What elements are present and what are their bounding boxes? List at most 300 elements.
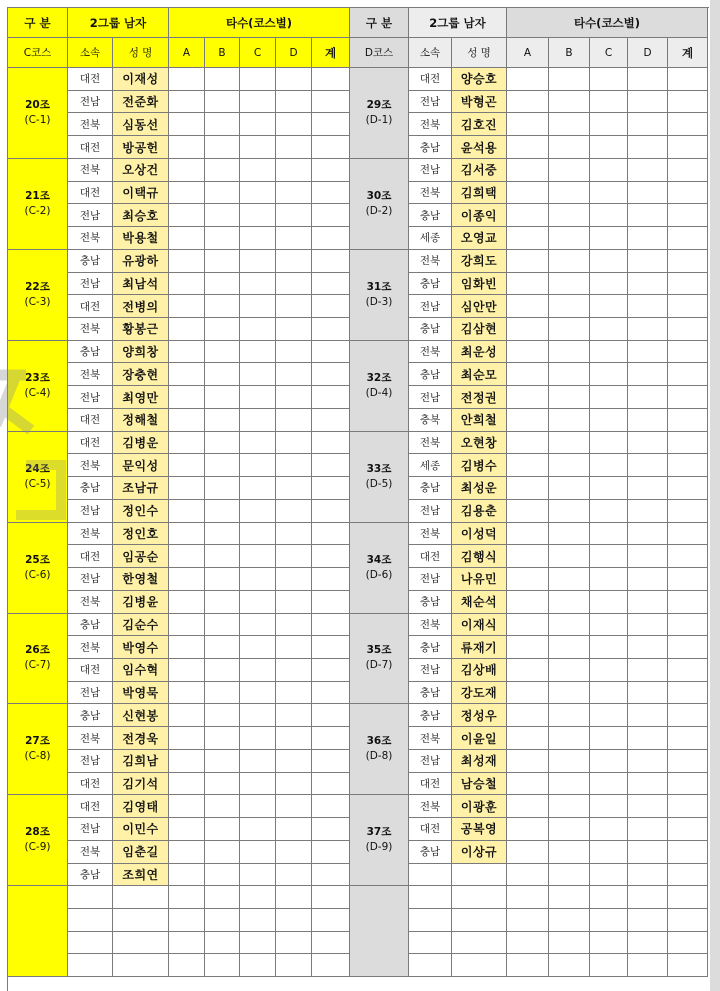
score-cell-d[interactable] bbox=[276, 727, 312, 750]
score-cell-a[interactable] bbox=[507, 204, 549, 227]
score-cell-d[interactable] bbox=[276, 432, 312, 455]
score-cell-total[interactable] bbox=[668, 182, 708, 205]
score-cell-b[interactable] bbox=[549, 273, 590, 296]
score-cell-a[interactable] bbox=[169, 750, 205, 773]
empty-cell[interactable] bbox=[628, 886, 668, 909]
score-cell-b[interactable] bbox=[205, 500, 240, 523]
score-cell-a[interactable] bbox=[169, 136, 205, 159]
empty-cell[interactable] bbox=[205, 954, 240, 977]
empty-cell[interactable] bbox=[312, 932, 350, 955]
score-cell-d[interactable] bbox=[628, 477, 668, 500]
score-cell-c[interactable] bbox=[590, 454, 628, 477]
score-cell-a[interactable] bbox=[169, 182, 205, 205]
score-cell-b[interactable] bbox=[549, 91, 590, 114]
score-cell-total[interactable] bbox=[312, 568, 350, 591]
score-cell-a[interactable] bbox=[169, 432, 205, 455]
score-cell-total[interactable] bbox=[312, 250, 350, 273]
score-cell-c[interactable] bbox=[240, 591, 276, 614]
score-cell-a[interactable] bbox=[169, 682, 205, 705]
score-cell-c[interactable] bbox=[240, 704, 276, 727]
score-cell-d[interactable] bbox=[276, 773, 312, 796]
score-cell-c[interactable] bbox=[590, 500, 628, 523]
score-cell-c[interactable] bbox=[590, 273, 628, 296]
score-cell-b[interactable] bbox=[549, 523, 590, 546]
score-cell-a[interactable] bbox=[169, 318, 205, 341]
score-cell-d[interactable] bbox=[276, 477, 312, 500]
score-cell-a[interactable] bbox=[169, 727, 205, 750]
score-cell-d[interactable] bbox=[276, 659, 312, 682]
score-cell-d[interactable] bbox=[276, 204, 312, 227]
score-cell-total[interactable] bbox=[312, 591, 350, 614]
score-cell-d[interactable] bbox=[276, 864, 312, 887]
score-cell-d[interactable] bbox=[276, 250, 312, 273]
empty-cell[interactable] bbox=[240, 954, 276, 977]
score-cell-d[interactable] bbox=[276, 113, 312, 136]
score-cell-d[interactable] bbox=[276, 363, 312, 386]
score-cell-total[interactable] bbox=[312, 386, 350, 409]
score-cell-d[interactable] bbox=[276, 568, 312, 591]
score-cell-c[interactable] bbox=[240, 727, 276, 750]
score-cell-b[interactable] bbox=[205, 386, 240, 409]
score-cell-b[interactable] bbox=[549, 432, 590, 455]
score-cell-c[interactable] bbox=[590, 864, 628, 887]
score-cell-a[interactable] bbox=[507, 295, 549, 318]
score-cell-c[interactable] bbox=[590, 91, 628, 114]
empty-cell[interactable] bbox=[590, 909, 628, 932]
score-cell-d[interactable] bbox=[628, 68, 668, 91]
score-cell-total[interactable] bbox=[668, 750, 708, 773]
score-cell-total[interactable] bbox=[312, 818, 350, 841]
score-cell-total[interactable] bbox=[312, 295, 350, 318]
score-cell-b[interactable] bbox=[205, 159, 240, 182]
score-cell-d[interactable] bbox=[628, 659, 668, 682]
score-cell-b[interactable] bbox=[549, 295, 590, 318]
score-cell-b[interactable] bbox=[205, 614, 240, 637]
score-cell-d[interactable] bbox=[628, 250, 668, 273]
score-cell-c[interactable] bbox=[590, 659, 628, 682]
empty-cell[interactable] bbox=[549, 886, 590, 909]
score-cell-total[interactable] bbox=[668, 159, 708, 182]
score-cell-total[interactable] bbox=[668, 68, 708, 91]
score-cell-d[interactable] bbox=[276, 159, 312, 182]
empty-cell[interactable] bbox=[276, 909, 312, 932]
score-cell-a[interactable] bbox=[169, 545, 205, 568]
score-cell-b[interactable] bbox=[205, 363, 240, 386]
score-cell-a[interactable] bbox=[169, 454, 205, 477]
score-cell-b[interactable] bbox=[549, 568, 590, 591]
score-cell-b[interactable] bbox=[549, 795, 590, 818]
score-cell-total[interactable] bbox=[668, 818, 708, 841]
score-cell-c[interactable] bbox=[590, 68, 628, 91]
score-cell-b[interactable] bbox=[205, 750, 240, 773]
score-cell-c[interactable] bbox=[240, 295, 276, 318]
score-cell-b[interactable] bbox=[549, 864, 590, 887]
score-cell-b[interactable] bbox=[205, 568, 240, 591]
score-cell-d[interactable] bbox=[276, 841, 312, 864]
score-cell-b[interactable] bbox=[549, 727, 590, 750]
score-cell-total[interactable] bbox=[668, 204, 708, 227]
score-cell-total[interactable] bbox=[312, 750, 350, 773]
empty-cell[interactable] bbox=[549, 932, 590, 955]
score-cell-a[interactable] bbox=[169, 250, 205, 273]
score-cell-d[interactable] bbox=[628, 773, 668, 796]
score-cell-a[interactable] bbox=[169, 523, 205, 546]
score-cell-total[interactable] bbox=[312, 318, 350, 341]
score-cell-total[interactable] bbox=[312, 409, 350, 432]
score-cell-d[interactable] bbox=[628, 682, 668, 705]
score-cell-a[interactable] bbox=[507, 68, 549, 91]
score-cell-a[interactable] bbox=[507, 159, 549, 182]
score-cell-a[interactable] bbox=[507, 545, 549, 568]
score-cell-c[interactable] bbox=[590, 477, 628, 500]
score-cell-d[interactable] bbox=[628, 500, 668, 523]
score-cell-c[interactable] bbox=[590, 636, 628, 659]
score-cell-c[interactable] bbox=[590, 341, 628, 364]
score-cell-b[interactable] bbox=[205, 523, 240, 546]
score-cell-total[interactable] bbox=[312, 727, 350, 750]
score-cell-d[interactable] bbox=[276, 91, 312, 114]
score-cell-b[interactable] bbox=[549, 250, 590, 273]
score-cell-d[interactable] bbox=[628, 363, 668, 386]
score-cell-d[interactable] bbox=[628, 113, 668, 136]
score-cell-a[interactable] bbox=[169, 159, 205, 182]
score-cell-d[interactable] bbox=[276, 227, 312, 250]
score-cell-b[interactable] bbox=[549, 591, 590, 614]
score-cell-a[interactable] bbox=[169, 568, 205, 591]
score-cell-b[interactable] bbox=[549, 454, 590, 477]
score-cell-c[interactable] bbox=[590, 591, 628, 614]
empty-cell[interactable] bbox=[668, 954, 708, 977]
score-cell-c[interactable] bbox=[240, 250, 276, 273]
score-cell-a[interactable] bbox=[507, 432, 549, 455]
score-cell-a[interactable] bbox=[169, 477, 205, 500]
score-cell-c[interactable] bbox=[590, 818, 628, 841]
score-cell-b[interactable] bbox=[549, 818, 590, 841]
score-cell-a[interactable] bbox=[169, 591, 205, 614]
score-cell-b[interactable] bbox=[205, 91, 240, 114]
score-cell-total[interactable] bbox=[312, 363, 350, 386]
score-cell-c[interactable] bbox=[240, 386, 276, 409]
score-cell-total[interactable] bbox=[312, 477, 350, 500]
score-cell-total[interactable] bbox=[668, 841, 708, 864]
score-cell-a[interactable] bbox=[169, 295, 205, 318]
score-cell-c[interactable] bbox=[240, 363, 276, 386]
empty-cell[interactable] bbox=[549, 954, 590, 977]
score-cell-b[interactable] bbox=[205, 341, 240, 364]
empty-cell[interactable] bbox=[628, 954, 668, 977]
score-cell-total[interactable] bbox=[668, 136, 708, 159]
score-cell-a[interactable] bbox=[169, 795, 205, 818]
score-cell-d[interactable] bbox=[628, 614, 668, 637]
score-cell-b[interactable] bbox=[549, 614, 590, 637]
score-cell-d[interactable] bbox=[628, 182, 668, 205]
score-cell-total[interactable] bbox=[312, 704, 350, 727]
score-cell-d[interactable] bbox=[276, 136, 312, 159]
score-cell-total[interactable] bbox=[312, 136, 350, 159]
score-cell-c[interactable] bbox=[590, 250, 628, 273]
score-cell-d[interactable] bbox=[628, 818, 668, 841]
score-cell-total[interactable] bbox=[668, 523, 708, 546]
score-cell-c[interactable] bbox=[590, 795, 628, 818]
score-cell-c[interactable] bbox=[590, 318, 628, 341]
score-cell-total[interactable] bbox=[668, 91, 708, 114]
score-cell-a[interactable] bbox=[507, 795, 549, 818]
score-cell-c[interactable] bbox=[240, 182, 276, 205]
empty-cell[interactable] bbox=[668, 886, 708, 909]
score-cell-c[interactable] bbox=[590, 682, 628, 705]
score-cell-c[interactable] bbox=[240, 341, 276, 364]
score-cell-total[interactable] bbox=[312, 113, 350, 136]
score-cell-a[interactable] bbox=[507, 773, 549, 796]
score-cell-d[interactable] bbox=[276, 386, 312, 409]
score-cell-total[interactable] bbox=[668, 614, 708, 637]
score-cell-b[interactable] bbox=[549, 477, 590, 500]
score-cell-d[interactable] bbox=[628, 636, 668, 659]
score-cell-total[interactable] bbox=[312, 68, 350, 91]
score-cell-c[interactable] bbox=[590, 136, 628, 159]
score-cell-a[interactable] bbox=[169, 68, 205, 91]
score-cell-b[interactable] bbox=[205, 682, 240, 705]
empty-cell[interactable] bbox=[205, 886, 240, 909]
score-cell-a[interactable] bbox=[169, 386, 205, 409]
score-cell-c[interactable] bbox=[240, 227, 276, 250]
empty-cell[interactable] bbox=[312, 886, 350, 909]
score-cell-b[interactable] bbox=[549, 500, 590, 523]
score-cell-a[interactable] bbox=[507, 113, 549, 136]
score-cell-total[interactable] bbox=[312, 500, 350, 523]
score-cell-a[interactable] bbox=[507, 704, 549, 727]
score-cell-total[interactable] bbox=[312, 273, 350, 296]
score-cell-c[interactable] bbox=[590, 363, 628, 386]
score-cell-total[interactable] bbox=[312, 659, 350, 682]
score-cell-total[interactable] bbox=[312, 523, 350, 546]
score-cell-c[interactable] bbox=[240, 477, 276, 500]
empty-cell[interactable] bbox=[205, 932, 240, 955]
score-cell-a[interactable] bbox=[507, 864, 549, 887]
score-cell-c[interactable] bbox=[240, 614, 276, 637]
score-cell-c[interactable] bbox=[240, 568, 276, 591]
score-cell-b[interactable] bbox=[549, 159, 590, 182]
score-cell-a[interactable] bbox=[507, 341, 549, 364]
score-cell-d[interactable] bbox=[276, 295, 312, 318]
score-cell-total[interactable] bbox=[668, 341, 708, 364]
score-cell-a[interactable] bbox=[169, 113, 205, 136]
score-cell-c[interactable] bbox=[590, 295, 628, 318]
score-cell-d[interactable] bbox=[628, 295, 668, 318]
score-cell-b[interactable] bbox=[205, 636, 240, 659]
score-cell-d[interactable] bbox=[276, 795, 312, 818]
score-cell-b[interactable] bbox=[549, 659, 590, 682]
score-cell-c[interactable] bbox=[240, 750, 276, 773]
score-cell-d[interactable] bbox=[628, 409, 668, 432]
score-cell-a[interactable] bbox=[169, 636, 205, 659]
empty-cell[interactable] bbox=[169, 909, 205, 932]
score-cell-d[interactable] bbox=[276, 500, 312, 523]
score-cell-total[interactable] bbox=[312, 773, 350, 796]
score-cell-d[interactable] bbox=[628, 704, 668, 727]
score-cell-total[interactable] bbox=[668, 704, 708, 727]
score-cell-b[interactable] bbox=[205, 477, 240, 500]
score-cell-c[interactable] bbox=[240, 500, 276, 523]
score-cell-total[interactable] bbox=[668, 409, 708, 432]
empty-cell[interactable] bbox=[169, 932, 205, 955]
score-cell-b[interactable] bbox=[205, 864, 240, 887]
score-cell-d[interactable] bbox=[628, 91, 668, 114]
score-cell-c[interactable] bbox=[240, 432, 276, 455]
score-cell-c[interactable] bbox=[590, 727, 628, 750]
score-cell-d[interactable] bbox=[628, 432, 668, 455]
score-cell-a[interactable] bbox=[507, 363, 549, 386]
score-cell-b[interactable] bbox=[549, 204, 590, 227]
score-cell-total[interactable] bbox=[668, 432, 708, 455]
score-cell-d[interactable] bbox=[628, 523, 668, 546]
score-cell-total[interactable] bbox=[312, 432, 350, 455]
score-cell-b[interactable] bbox=[205, 727, 240, 750]
score-cell-c[interactable] bbox=[590, 409, 628, 432]
score-cell-b[interactable] bbox=[549, 318, 590, 341]
score-cell-b[interactable] bbox=[205, 136, 240, 159]
empty-cell[interactable] bbox=[312, 909, 350, 932]
score-cell-c[interactable] bbox=[590, 182, 628, 205]
score-cell-d[interactable] bbox=[628, 136, 668, 159]
score-cell-b[interactable] bbox=[205, 204, 240, 227]
score-cell-total[interactable] bbox=[312, 864, 350, 887]
score-cell-a[interactable] bbox=[507, 614, 549, 637]
score-cell-a[interactable] bbox=[507, 477, 549, 500]
score-cell-a[interactable] bbox=[507, 682, 549, 705]
score-cell-total[interactable] bbox=[312, 341, 350, 364]
score-cell-c[interactable] bbox=[590, 523, 628, 546]
score-cell-a[interactable] bbox=[507, 250, 549, 273]
score-cell-b[interactable] bbox=[205, 704, 240, 727]
score-cell-b[interactable] bbox=[205, 182, 240, 205]
score-cell-a[interactable] bbox=[507, 318, 549, 341]
score-cell-c[interactable] bbox=[240, 159, 276, 182]
score-cell-total[interactable] bbox=[668, 591, 708, 614]
score-cell-a[interactable] bbox=[169, 818, 205, 841]
empty-cell[interactable] bbox=[590, 886, 628, 909]
score-cell-a[interactable] bbox=[507, 750, 549, 773]
score-cell-total[interactable] bbox=[668, 659, 708, 682]
score-cell-a[interactable] bbox=[169, 91, 205, 114]
score-cell-c[interactable] bbox=[240, 318, 276, 341]
score-cell-d[interactable] bbox=[276, 704, 312, 727]
score-cell-c[interactable] bbox=[590, 386, 628, 409]
score-cell-d[interactable] bbox=[276, 341, 312, 364]
score-cell-d[interactable] bbox=[628, 568, 668, 591]
score-cell-total[interactable] bbox=[312, 159, 350, 182]
score-cell-d[interactable] bbox=[276, 682, 312, 705]
score-cell-c[interactable] bbox=[240, 841, 276, 864]
score-cell-a[interactable] bbox=[169, 500, 205, 523]
score-cell-total[interactable] bbox=[668, 636, 708, 659]
score-cell-a[interactable] bbox=[507, 568, 549, 591]
score-cell-a[interactable] bbox=[507, 523, 549, 546]
score-cell-a[interactable] bbox=[507, 136, 549, 159]
score-cell-b[interactable] bbox=[205, 545, 240, 568]
score-cell-b[interactable] bbox=[549, 682, 590, 705]
score-cell-b[interactable] bbox=[549, 227, 590, 250]
score-cell-c[interactable] bbox=[590, 773, 628, 796]
score-cell-a[interactable] bbox=[507, 91, 549, 114]
empty-cell[interactable] bbox=[205, 909, 240, 932]
score-cell-b[interactable] bbox=[205, 841, 240, 864]
score-cell-total[interactable] bbox=[668, 864, 708, 887]
score-cell-d[interactable] bbox=[628, 386, 668, 409]
score-cell-b[interactable] bbox=[205, 227, 240, 250]
score-cell-a[interactable] bbox=[169, 204, 205, 227]
score-cell-total[interactable] bbox=[312, 227, 350, 250]
score-cell-b[interactable] bbox=[549, 773, 590, 796]
score-cell-b[interactable] bbox=[549, 409, 590, 432]
score-cell-a[interactable] bbox=[507, 659, 549, 682]
score-cell-total[interactable] bbox=[312, 454, 350, 477]
score-cell-c[interactable] bbox=[240, 682, 276, 705]
score-cell-b[interactable] bbox=[205, 273, 240, 296]
score-cell-b[interactable] bbox=[205, 432, 240, 455]
score-cell-a[interactable] bbox=[169, 864, 205, 887]
score-cell-b[interactable] bbox=[549, 841, 590, 864]
score-cell-total[interactable] bbox=[312, 795, 350, 818]
empty-cell[interactable] bbox=[507, 954, 549, 977]
score-cell-b[interactable] bbox=[205, 773, 240, 796]
score-cell-d[interactable] bbox=[276, 523, 312, 546]
score-cell-c[interactable] bbox=[590, 704, 628, 727]
score-cell-total[interactable] bbox=[668, 568, 708, 591]
score-cell-c[interactable] bbox=[590, 159, 628, 182]
score-cell-d[interactable] bbox=[628, 591, 668, 614]
score-cell-a[interactable] bbox=[507, 727, 549, 750]
score-cell-b[interactable] bbox=[549, 363, 590, 386]
score-cell-total[interactable] bbox=[312, 545, 350, 568]
score-cell-d[interactable] bbox=[628, 273, 668, 296]
score-cell-d[interactable] bbox=[628, 727, 668, 750]
score-cell-c[interactable] bbox=[240, 91, 276, 114]
score-cell-total[interactable] bbox=[668, 227, 708, 250]
empty-cell[interactable] bbox=[668, 932, 708, 955]
score-cell-total[interactable] bbox=[312, 682, 350, 705]
empty-cell[interactable] bbox=[276, 954, 312, 977]
score-cell-b[interactable] bbox=[549, 68, 590, 91]
empty-cell[interactable] bbox=[276, 886, 312, 909]
score-cell-total[interactable] bbox=[668, 477, 708, 500]
score-cell-b[interactable] bbox=[549, 636, 590, 659]
score-cell-d[interactable] bbox=[276, 273, 312, 296]
score-cell-b[interactable] bbox=[549, 341, 590, 364]
score-cell-d[interactable] bbox=[628, 864, 668, 887]
score-cell-d[interactable] bbox=[628, 795, 668, 818]
score-cell-a[interactable] bbox=[507, 273, 549, 296]
empty-cell[interactable] bbox=[628, 909, 668, 932]
score-cell-a[interactable] bbox=[507, 818, 549, 841]
empty-cell[interactable] bbox=[628, 932, 668, 955]
score-cell-c[interactable] bbox=[240, 136, 276, 159]
empty-cell[interactable] bbox=[240, 886, 276, 909]
score-cell-c[interactable] bbox=[240, 523, 276, 546]
score-cell-b[interactable] bbox=[205, 591, 240, 614]
score-cell-d[interactable] bbox=[276, 68, 312, 91]
empty-cell[interactable] bbox=[507, 909, 549, 932]
score-cell-b[interactable] bbox=[205, 409, 240, 432]
score-cell-d[interactable] bbox=[276, 182, 312, 205]
score-cell-d[interactable] bbox=[628, 341, 668, 364]
score-cell-total[interactable] bbox=[668, 386, 708, 409]
score-cell-c[interactable] bbox=[590, 545, 628, 568]
score-cell-c[interactable] bbox=[240, 818, 276, 841]
score-cell-total[interactable] bbox=[668, 318, 708, 341]
empty-cell[interactable] bbox=[590, 954, 628, 977]
score-cell-d[interactable] bbox=[276, 318, 312, 341]
